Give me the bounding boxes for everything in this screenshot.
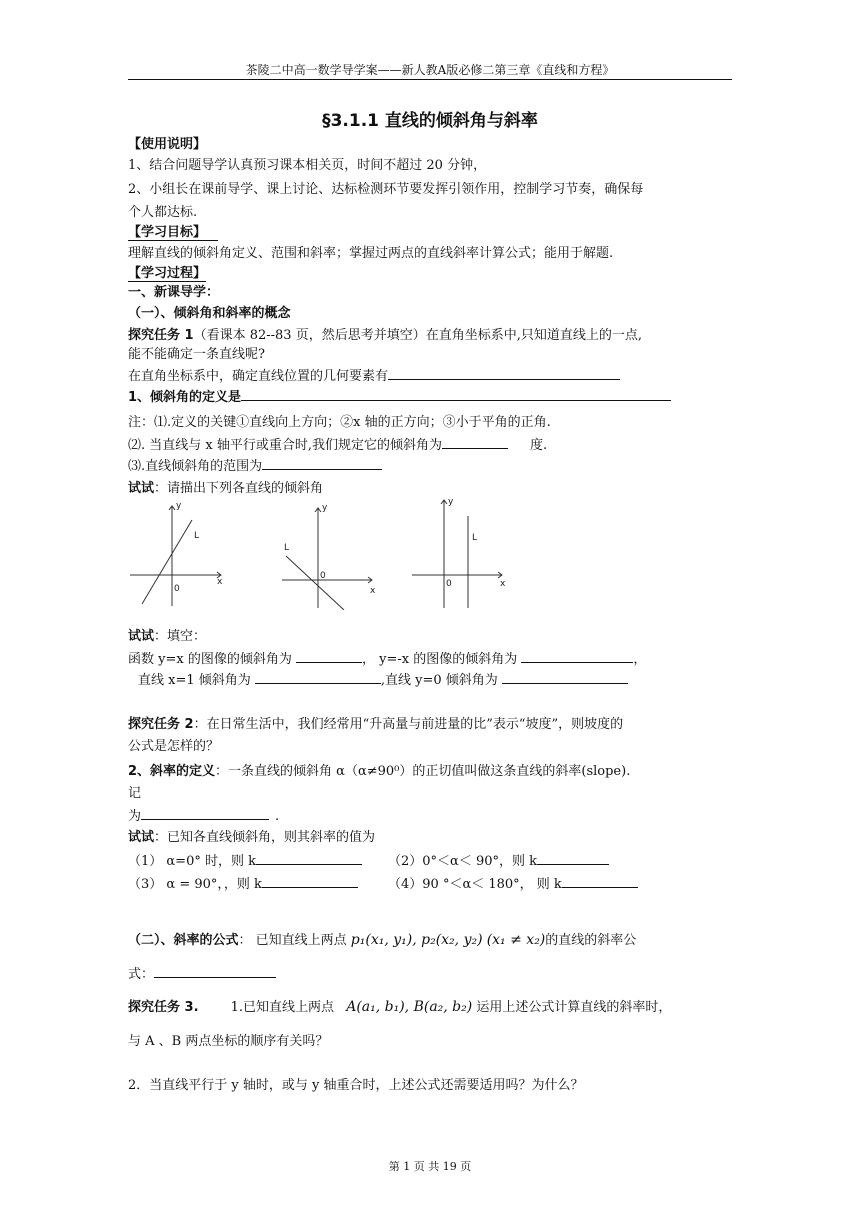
note-2: ⑵. 当直线与 x 轴平行或重合时,我们规定它的倾斜角为 — [128, 438, 442, 453]
try-2-label: 试试 — [128, 629, 155, 644]
graph-2-origin: 0 — [320, 571, 326, 581]
graph-2-line-label: L — [284, 543, 290, 553]
x-equals-1-angle-blank[interactable] — [255, 671, 381, 684]
y-equals-neg-x-angle-blank[interactable] — [521, 650, 633, 663]
usage-line-1: 1、结合问题导学认真预习课本相关页，时间不超过 20 分钟， — [128, 158, 487, 173]
graph-1-x-label: x — [217, 577, 223, 587]
elements-blank[interactable] — [388, 367, 620, 380]
try-3-text: ：已知各直线倾斜角，则其斜率的值为 — [154, 830, 376, 845]
graph-1-line-label: L — [194, 531, 200, 541]
definition-2-line-3: 为 — [128, 809, 142, 824]
graph-3-x-label: x — [500, 579, 506, 589]
task-1-text: （看课本 82--83 页，然后思考并填空）在直角坐标系中,只知道直线上的一点, — [193, 328, 642, 343]
fill-1-text: 函数 y=x 的图像的倾斜角为 — [128, 652, 292, 667]
y-equals-x-angle-blank[interactable] — [296, 650, 362, 663]
task-1-line-3: 在直角坐标系中，确定直线位置的几何要素有 — [128, 369, 389, 384]
page-footer: 第 1 页 共 19 页 — [388, 1160, 472, 1173]
graph-3 — [410, 494, 510, 610]
graph-1-line — [142, 520, 192, 604]
case-2-blank[interactable] — [537, 852, 609, 865]
definition-2-line-2: 记 — [128, 786, 142, 801]
section-1-heading: （一）、倾斜角和斜率的概念 — [128, 306, 291, 321]
page-title: §3.1.1 直线的倾斜角与斜率 — [322, 111, 538, 131]
slope-notation-blank[interactable] — [141, 807, 269, 820]
graph-3-y-label: y — [448, 497, 454, 507]
two-points-formula: p₁(x₁, y₁), p₂(x₂, y₂) — [350, 932, 483, 948]
try-3-label: 试试 — [128, 830, 155, 845]
task-3-question-1-line-2: 与 A 、B 两点坐标的顺序有关吗？ — [128, 1034, 329, 1049]
note-1: 注：⑴.定义的关键①直线向上方向；②x 轴的正方向；③小于平角的正角. — [128, 415, 551, 430]
new-lesson-heading: 一、新课导学： — [128, 285, 220, 300]
task-3-label: 探究任务 3. — [128, 1000, 199, 1015]
points-a-b-formula: A(a₁, b₁), B(a₂, b₂) — [346, 999, 473, 1015]
graph-2-line — [286, 556, 344, 610]
task-3-question-1-tail: 运用上述公式计算直线的斜率时， — [476, 1000, 672, 1015]
case-3-blank[interactable] — [262, 875, 358, 888]
definition-2-period: . — [275, 809, 280, 824]
graph-3-origin: 0 — [446, 579, 452, 589]
graph-2-x-label: x — [370, 586, 376, 596]
x-inequality-condition: (x₁ ≠ x₂) — [486, 932, 546, 948]
section-2-heading: （二）、斜率的公式 — [128, 933, 239, 948]
usage-heading: 【使用说明】 — [128, 137, 207, 152]
case-4-blank[interactable] — [562, 875, 638, 888]
graph-3-line-label: L — [472, 533, 478, 543]
note-2-unit: 度. — [530, 438, 548, 453]
note-3: ⑶.直线倾斜角的范围为 — [128, 459, 263, 474]
definition-2-text: ：一条直线的倾斜角 α（α≠90⁰）的正切值叫做这条直线的斜率(slope). — [215, 764, 631, 779]
case-2: （2）0°＜α＜ 90°，则 k — [388, 854, 538, 869]
usage-line-2a: 2、小组长在课前导学、课上讨论、达标检测环节要发挥引领作用，控制学习节奏，确保每 — [128, 182, 644, 197]
task-3-question-2: 2．当直线平行于 y 轴时，或与 y 轴重合时，上述公式还需要适用吗？为什么？ — [128, 1078, 584, 1093]
graph-1-origin: 0 — [174, 584, 180, 594]
task-2-line-2: 公式是怎样的？ — [128, 739, 220, 754]
fill-1-middle: ， y=-x 的图像的倾斜角为 — [361, 652, 518, 667]
case-4: （4）90 °＜α＜ 180°， 则 k — [388, 877, 562, 892]
graph-1 — [128, 498, 228, 610]
graph-1-y-label: y — [176, 501, 182, 511]
case-1: （1） α=0° 时，则 k — [128, 854, 256, 869]
goal-heading: 【学习目标】 — [128, 221, 218, 241]
usage-line-2b: 个人都达标. — [128, 205, 198, 220]
case-1-blank[interactable] — [256, 852, 362, 865]
fill-1-end: ， — [633, 652, 647, 667]
case-3: （3） α = 90°，，则 k — [128, 877, 262, 892]
process-heading: 【学习过程】 — [128, 262, 206, 282]
y-equals-0-angle-blank[interactable] — [502, 671, 628, 684]
header-divider — [128, 79, 732, 80]
goal-text: 理解直线的倾斜角定义、范围和斜率；掌握过两点的直线斜率计算公式；能用于解题. — [128, 246, 614, 261]
graph-2 — [278, 498, 378, 610]
range-blank[interactable] — [262, 457, 382, 470]
page-header: 茶陵二中高一数学导学案——新人教A版必修二第三章《直线和方程》 — [245, 63, 615, 77]
slope-formula-blank[interactable] — [154, 965, 276, 978]
task-2-text: ：在日常生活中，我们经常用“升高量与前进量的比”表示“坡度”，则坡度的 — [193, 717, 624, 732]
section-2-line-2: 式： — [128, 967, 155, 982]
task-1-line-2: 能不能确定一条直线呢? — [128, 347, 265, 362]
graph-2-y-label: y — [322, 503, 328, 513]
task-1-label: 探究任务 1 — [128, 328, 194, 343]
fill-2-middle: ,直线 y=0 倾斜角为 — [380, 673, 498, 688]
task-2-label: 探究任务 2 — [128, 717, 194, 732]
try-1-label: 试试 — [128, 481, 155, 496]
task-3-question-1: 1.已知直线上两点 — [230, 1000, 335, 1015]
section-2-tail: 的直线的斜率公 — [545, 933, 637, 948]
try-1-text: ：请描出下列各直线的倾斜角 — [154, 481, 324, 496]
section-2-text: ： 已知直线上两点 — [238, 933, 347, 948]
horizontal-angle-blank[interactable] — [442, 436, 508, 449]
definition-2-label: 2、斜率的定义 — [128, 764, 216, 779]
definition-1-label: 1、倾斜角的定义是 — [128, 390, 242, 405]
try-2-text: ：填空： — [154, 629, 207, 644]
fill-2-text: 直线 x=1 倾斜角为 — [138, 673, 251, 688]
definition-1-blank[interactable] — [241, 388, 671, 401]
